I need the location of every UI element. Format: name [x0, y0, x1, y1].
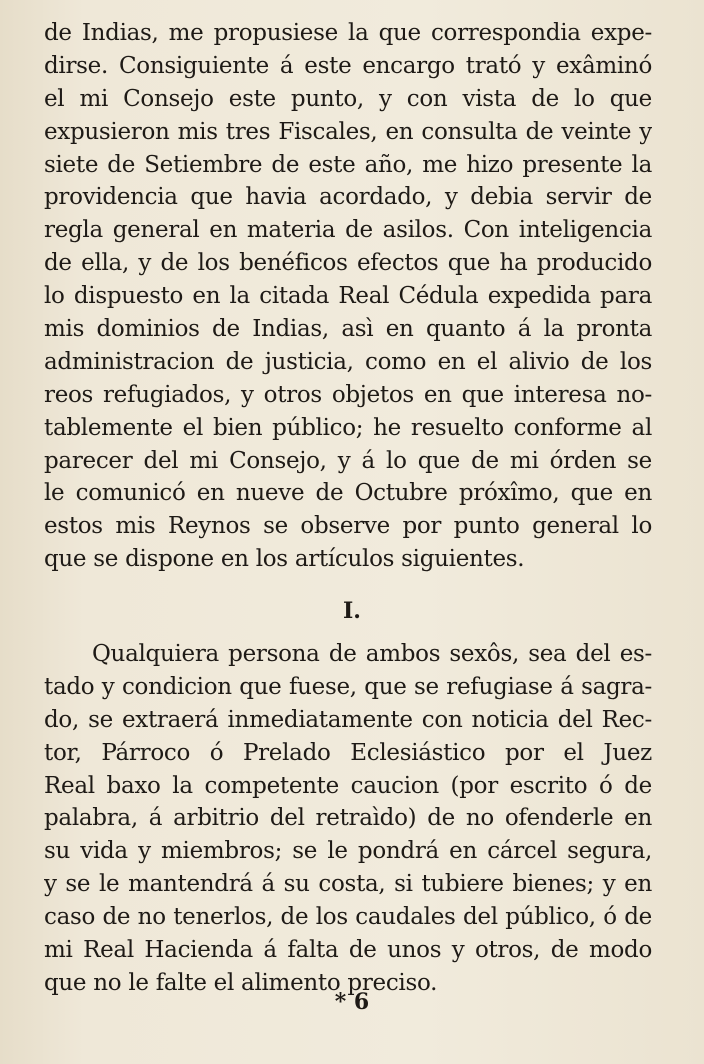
paragraph-2 [44, 638, 652, 1000]
text-line: siete de Setiembre de este año, me hizo presente la [44, 151, 652, 178]
text-line: estos mis Reynos se observe por punto general lo [44, 513, 652, 540]
text-line: de ella, y de los benéficos efectos que ha producido [44, 250, 652, 277]
text-line: dirse. Consiguiente á este encargo trató y exâminó [44, 52, 652, 79]
signature-mark: * 6 [334, 989, 370, 1015]
text-line: regla general en materia de asilos. Con inteligencia [44, 217, 652, 244]
text-line: Real baxo la competente caucion (por escrito ó de [44, 772, 652, 799]
text-line: administracion de justicia, como en el alivio de los [44, 348, 652, 375]
text-line: mi Real Hacienda á falta de unos y otros, de modo [44, 937, 652, 964]
paragraph-1 [44, 17, 652, 576]
text-line: parecer del mi Consejo, y á lo que de mi órden se [44, 447, 652, 474]
text-line: do, se extraerá inmediatamente con noticia del Rec- [44, 706, 652, 733]
text-line: tado y condicion que fuese, que se refugiase á sagra- [44, 673, 652, 700]
text-line: tablemente el bien público; he resuelto conforme al [44, 414, 652, 441]
text-line: lo dispuesto en la citada Real Cédula expedida para [44, 283, 652, 310]
text-line: mis dominios de Indias, asì en quanto á la pronta [44, 316, 652, 343]
text-line: tor, Párroco ó Prelado Eclesiástico por el Juez [44, 739, 652, 766]
article-heading: I. [343, 598, 361, 624]
text-line: caso de no tenerlos, de los caudales del público, ó de [44, 904, 652, 931]
text-line: que no le falte el alimento preciso. [44, 969, 438, 996]
text-line: y se le mantendrá á su costa, si tubiere bienes; y en [44, 871, 652, 898]
text-line: el mi Consejo este punto, y con vista de lo que [44, 85, 652, 112]
text-line: Qualquiera persona de ambos sexôs, sea del es- [92, 641, 652, 667]
text-line: palabra, á arbitrio del retraìdo) de no ofenderle en [44, 805, 652, 832]
text-line: que se dispone en los artículos siguientes. [44, 546, 525, 573]
text-line: de Indias, me propusiese la que correspondia expe- [44, 20, 652, 46]
text-line: expusieron mis tres Fiscales, en consulta de veinte y [44, 118, 652, 145]
text-line: su vida y miembros; se le pondrá en cárcel segura, [44, 838, 652, 865]
text-line: le comunicó en nueve de Octubre próxîmo, que en [44, 480, 652, 507]
text-line: reos refugiados, y otros objetos en que interesa no- [44, 381, 652, 408]
text-line: providencia que havia acordado, y debia servir de [44, 184, 652, 211]
